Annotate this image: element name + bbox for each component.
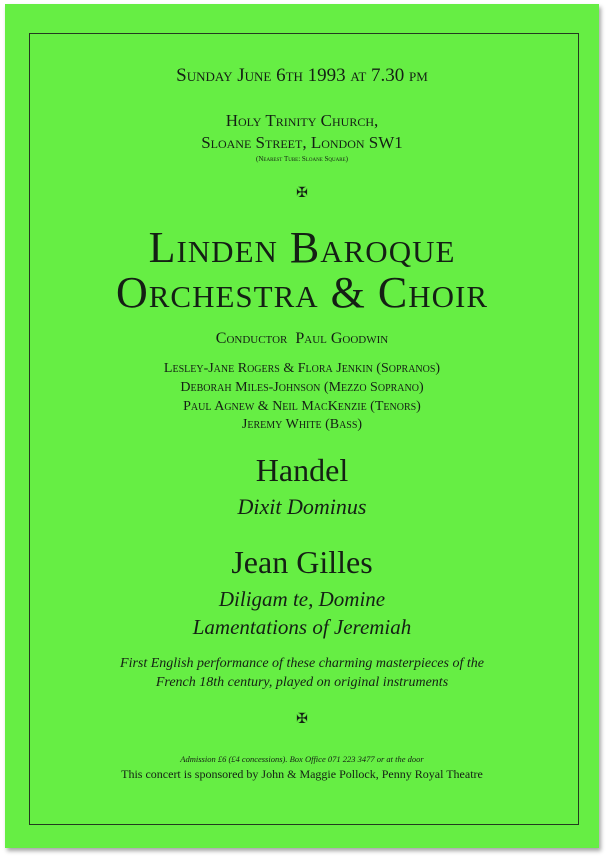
event-date: Sunday June 6th 1993 at 7.30 pm <box>176 65 428 86</box>
soloist-sopranos: Lesley-Jane Rogers & Flora Jenkin (Sopranos) <box>163 361 441 376</box>
cross-ornament-top <box>5 185 599 202</box>
maltese-cross-icon: ✠ <box>296 712 308 727</box>
work-lamentations: Lamentations of Jeremiah <box>192 615 412 639</box>
soloist-tenors: Paul Agnew & Neil MacKenzie (Tenors) <box>183 399 421 414</box>
soloist-bass: Jeremy White (Bass) <box>241 417 363 432</box>
cross-ornament-bottom <box>5 711 599 728</box>
soloist-mezzo: Deborah Miles-Johnson (Mezzo Soprano) <box>180 380 424 395</box>
work-diligam-te: Diligam te, Domine <box>218 587 386 611</box>
description-line2: French 18th century, played on original instruments <box>155 675 449 690</box>
orchestra-title-line2: Orchestra & Choir <box>115 268 489 317</box>
work-dixit-dominus: Dixit Dominus <box>237 494 367 519</box>
poster-content <box>5 4 599 848</box>
poster-sheet <box>5 4 599 848</box>
description-line1: First English performance of these charming masterpieces of the <box>120 656 484 671</box>
nearest-tube-note: (Nearest Tube: Sloane Square) <box>256 155 348 163</box>
conductor-credit: Conductor Paul Goodwin <box>215 330 389 347</box>
maltese-cross-icon: ✠ <box>296 186 308 201</box>
sponsor-note: This concert is sponsored by John & Maggie Pollock, Penny Royal Theatre <box>121 767 483 781</box>
admission-info: Admission £6 (£4 concessions). Box Office 071 223 3477 or at the door <box>180 754 424 764</box>
orchestra-title-line1: Linden Baroque <box>148 223 456 272</box>
venue-address: Sloane Street, London SW1 <box>201 133 403 152</box>
venue-name: Holy Trinity Church, <box>225 111 379 130</box>
composer-handel: Handel <box>255 452 349 488</box>
composer-jean-gilles: Jean Gilles <box>231 544 373 580</box>
